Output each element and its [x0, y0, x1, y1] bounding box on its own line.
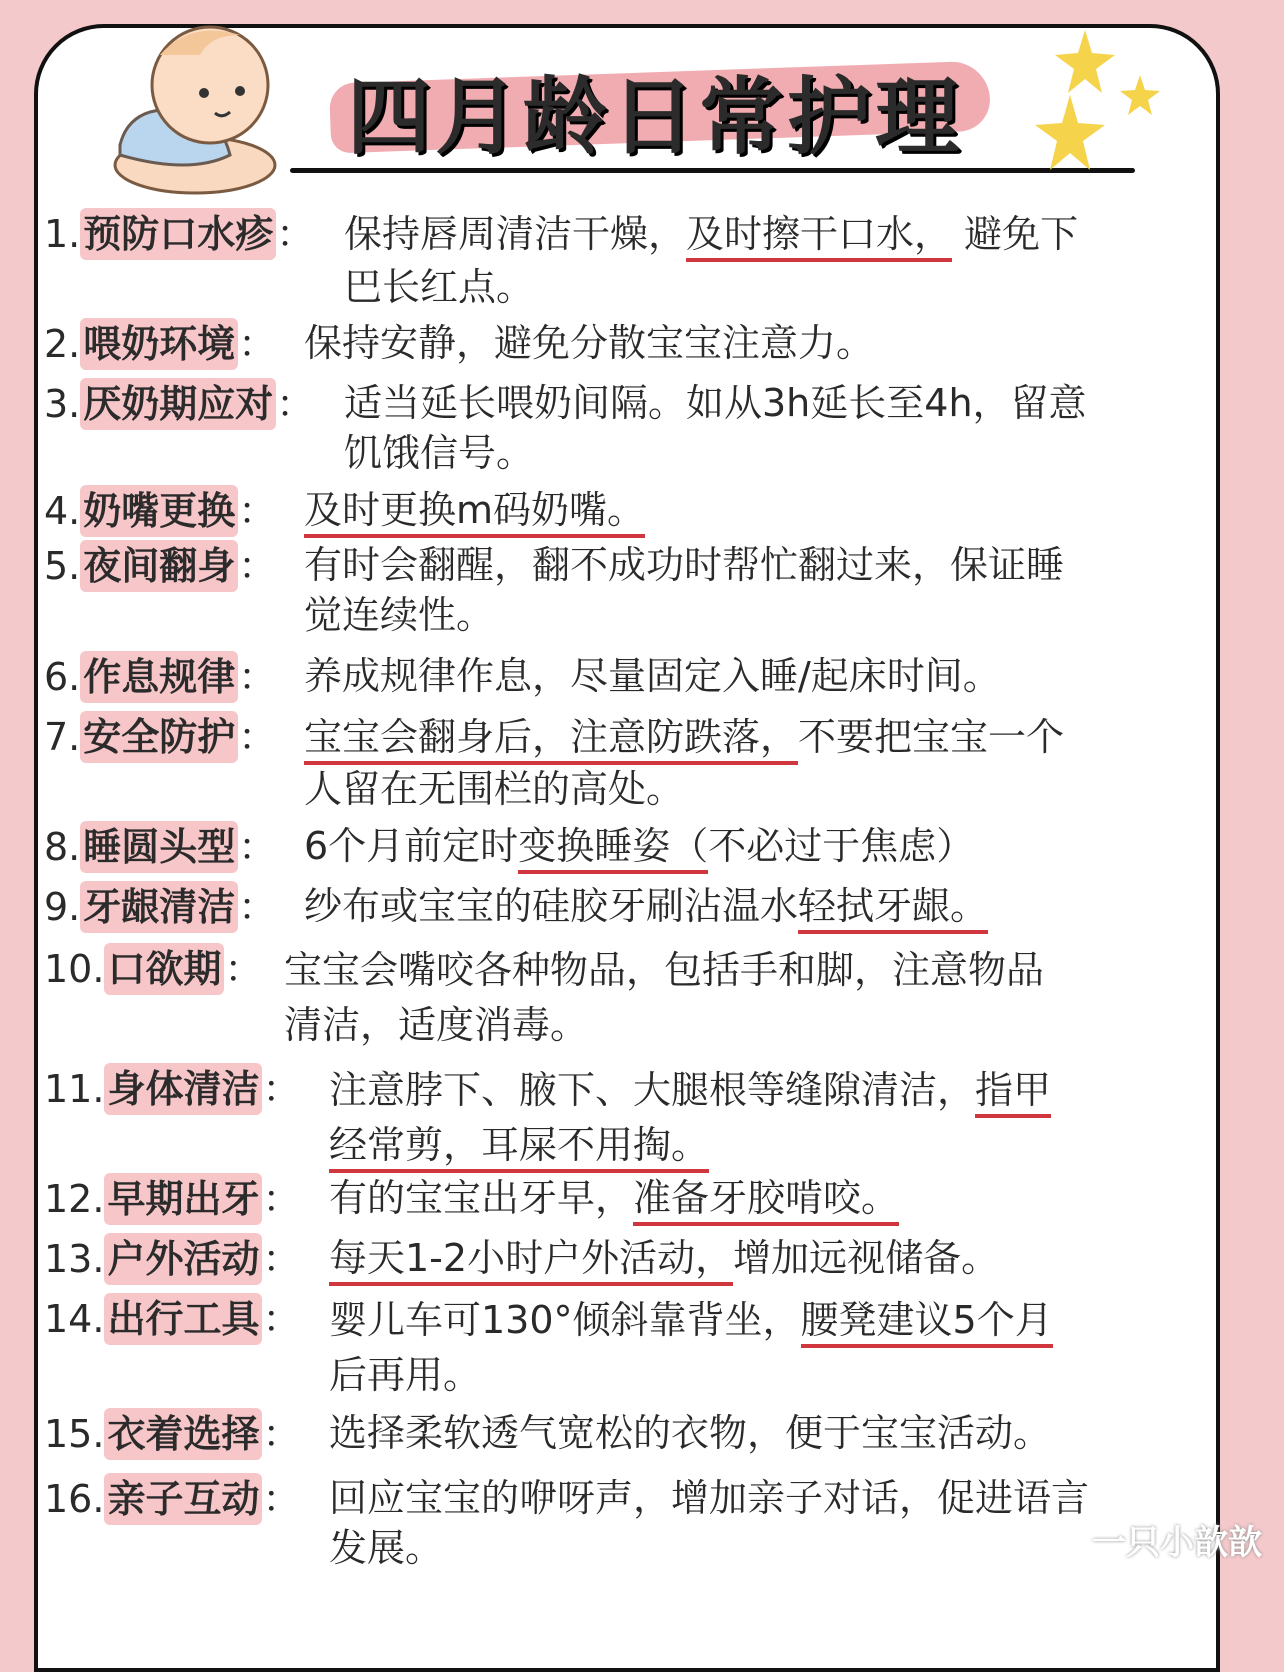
item-description [304, 821, 974, 871]
description-line [304, 821, 974, 871]
description-line [304, 540, 1064, 590]
text-segment: 清洁，适度消毒。 [284, 1003, 589, 1047]
description-line [344, 261, 1078, 314]
item-number: 16. [44, 1477, 105, 1521]
item-description [344, 378, 1087, 478]
item-label: 户外活动 [104, 1233, 262, 1285]
description-line [344, 428, 1087, 478]
underlined-text: 准备牙胶啃咬。 [633, 1176, 899, 1226]
text-segment: 婴儿车可130°倾斜靠背坐， [329, 1298, 801, 1342]
description-line [344, 378, 1087, 428]
item-number: 1. [44, 212, 81, 256]
underlined-text: 腰凳建议5个月 [801, 1298, 1053, 1348]
title-divider [290, 168, 1135, 173]
list-item [44, 540, 1065, 637]
item-number: 14. [44, 1297, 105, 1341]
item-description [304, 485, 645, 535]
underlined-text: 宝宝会翻身后，注意防跌落， [304, 715, 798, 765]
description-line [304, 763, 1064, 815]
text-segment: 适当延长喂奶间隔。如从3h延长至4h，留意 [344, 381, 1087, 425]
item-number: 12. [44, 1177, 105, 1221]
item-number: 11. [44, 1067, 105, 1111]
text-segment: 6个月前定时 [304, 824, 519, 868]
list-item [44, 208, 1079, 309]
list-item [44, 711, 1065, 811]
description-line [329, 1523, 1089, 1573]
item-number: 15. [44, 1412, 105, 1456]
list-item [44, 1173, 900, 1225]
description-line [304, 881, 988, 931]
list-item [44, 881, 989, 933]
list-item [44, 1293, 1053, 1397]
list-item [44, 1063, 1052, 1167]
colon: ： [276, 382, 315, 426]
colon: ： [238, 825, 277, 869]
underlined-text: 每天1-2小时户外活动， [329, 1236, 733, 1286]
underlined-text: 经常剪，耳屎不用掏。 [329, 1123, 709, 1173]
list-item [44, 485, 646, 537]
item-label: 预防口水疹 [80, 208, 276, 260]
item-label: 身体清洁 [104, 1063, 262, 1115]
item-description [304, 651, 1001, 701]
text-segment: 纱布或宝宝的硅胶牙刷沾温水 [304, 884, 799, 928]
text-segment: 人留在无围栏的高处。 [304, 767, 685, 811]
text-segment: 养成规律作息，尽量固定入睡/起床时间。 [304, 654, 1001, 698]
text-segment: 后再用。 [329, 1353, 482, 1397]
item-label: 早期出牙 [104, 1173, 262, 1225]
colon: ： [224, 947, 263, 991]
item-label: 奶嘴更换 [80, 485, 238, 537]
text-segment: 巴长红点。 [344, 265, 535, 309]
description-line [284, 943, 1044, 998]
item-description [304, 540, 1064, 640]
item-number: 2. [44, 322, 81, 366]
description-line [329, 1473, 1089, 1523]
description-line [304, 318, 874, 368]
colon: ： [262, 1412, 301, 1456]
colon: ： [238, 885, 277, 929]
description-line [329, 1063, 1051, 1118]
description-line [304, 590, 1064, 640]
list-item [44, 943, 1045, 1047]
description-line [304, 485, 645, 535]
item-number: 7. [44, 715, 81, 759]
item-label: 安全防护 [80, 711, 238, 763]
text-segment: 保持唇周清洁干燥， [344, 212, 687, 256]
underlined-text: 指甲 [975, 1068, 1051, 1118]
colon: ： [238, 489, 277, 533]
colon: ： [262, 1177, 301, 1221]
list-item [44, 821, 975, 873]
underlined-text: 变换睡姿（ [518, 824, 708, 874]
text-segment: 选择柔软透气宽松的衣物，便于宝宝活动。 [329, 1411, 1052, 1455]
text-segment: 保持安静，避免分散宝宝注意力。 [304, 321, 875, 365]
item-number: 3. [44, 382, 81, 426]
item-description [329, 1408, 1051, 1458]
description-line [329, 1408, 1051, 1458]
list-item [44, 1473, 1090, 1570]
item-description [329, 1173, 899, 1223]
colon: ： [238, 544, 277, 588]
item-label: 睡圆头型 [80, 821, 238, 873]
item-number: 5. [44, 544, 81, 588]
colon: ： [238, 715, 277, 759]
text-segment: 宝宝会嘴咬各种物品，包括手和脚，注意物品 [284, 948, 1045, 992]
item-description [344, 208, 1078, 314]
text-segment: 觉连续性。 [304, 593, 495, 637]
item-number: 10. [44, 947, 105, 991]
stars-icon [1030, 25, 1180, 175]
description-line [329, 1233, 999, 1283]
text-segment: 不要把宝宝一个 [798, 715, 1065, 759]
item-description [304, 711, 1064, 815]
item-label: 喂奶环境 [80, 318, 238, 370]
description-line [284, 998, 1044, 1053]
text-segment: 有的宝宝出牙早， [329, 1176, 634, 1220]
item-description [329, 1293, 1053, 1403]
colon: ： [238, 322, 277, 366]
text-segment: 注意脖下、腋下、大腿根等缝隙清洁， [329, 1068, 976, 1112]
item-number: 13. [44, 1237, 105, 1281]
colon: ： [276, 212, 315, 256]
colon: ： [262, 1297, 301, 1341]
item-number: 6. [44, 655, 81, 699]
underlined-text: 及时擦干口水， [686, 212, 952, 262]
description-line [304, 711, 1064, 763]
list-item [44, 378, 1087, 475]
item-label: 作息规律 [80, 651, 238, 703]
description-line [329, 1118, 1051, 1173]
watermark: 一只小歆歆 [1092, 1523, 1262, 1563]
colon: ： [262, 1237, 301, 1281]
item-label: 牙龈清洁 [80, 881, 238, 933]
item-description [329, 1473, 1089, 1573]
item-description [304, 318, 874, 368]
list-item [44, 651, 1001, 703]
text-segment: 不必过于焦虑） [708, 824, 975, 868]
underlined-text: 轻拭牙龈。 [798, 884, 988, 934]
list-item [44, 1408, 1052, 1460]
item-description [329, 1233, 999, 1283]
text-segment: 发展。 [329, 1526, 444, 1570]
text-segment: 回应宝宝的咿呀声，增加亲子对话，促进语言 [329, 1476, 1090, 1520]
text-segment: 有时会翻醒，翻不成功时帮忙翻过来，保证睡 [304, 543, 1065, 587]
description-line [344, 208, 1078, 261]
item-label: 出行工具 [104, 1293, 262, 1345]
text-segment: 避免下 [952, 212, 1079, 256]
text-segment: 增加远视储备。 [733, 1236, 1000, 1280]
item-label: 衣着选择 [104, 1408, 262, 1460]
list-item [44, 1233, 1000, 1285]
item-description [329, 1063, 1051, 1173]
description-line [304, 651, 1001, 701]
item-number: 8. [44, 825, 81, 869]
item-description [284, 943, 1044, 1053]
colon: ： [262, 1067, 301, 1111]
description-line [329, 1293, 1053, 1348]
item-label: 亲子互动 [104, 1473, 262, 1525]
text-segment: 饥饿信号。 [344, 431, 535, 475]
baby-illustration-icon [100, 15, 290, 195]
page-title: 四月龄日常护理 [346, 68, 963, 166]
description-line [329, 1173, 899, 1223]
colon: ： [238, 655, 277, 699]
colon: ： [262, 1477, 301, 1521]
underlined-text: 及时更换m码奶嘴。 [304, 488, 645, 538]
item-label: 厌奶期应对 [80, 378, 276, 430]
item-label: 夜间翻身 [80, 540, 238, 592]
item-description [304, 881, 988, 931]
description-line [329, 1348, 1053, 1403]
list-item [44, 318, 875, 370]
item-label: 口欲期 [104, 943, 224, 995]
item-number: 9. [44, 885, 81, 929]
item-number: 4. [44, 489, 81, 533]
